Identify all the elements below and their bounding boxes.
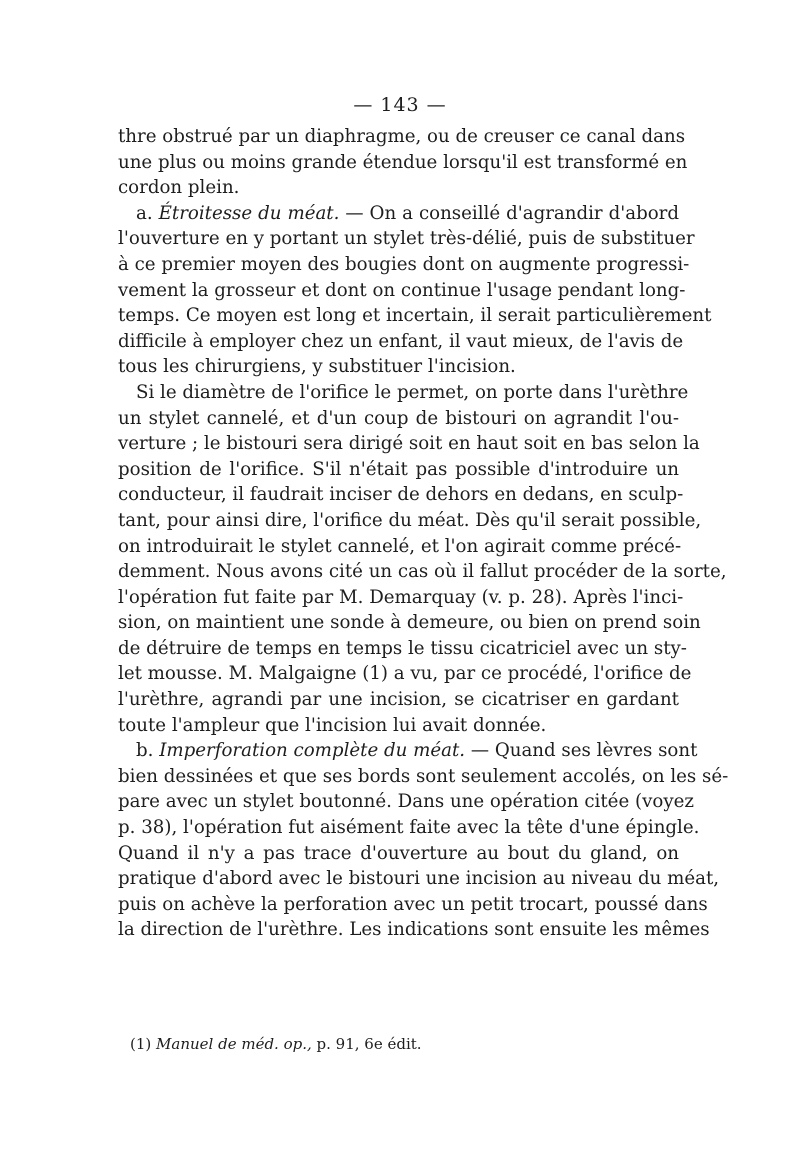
section-a-heading-line <box>118 201 679 227</box>
body-text <box>118 124 729 943</box>
text-line: Quand il n'y a pas trace d'ouverture au bout du gland, on <box>118 842 679 864</box>
text-line: à ce premier moyen des bougies dont on augmente progressi- <box>118 253 690 275</box>
text-line: difficile à employer chez un enfant, il vaut mieux, de l'avis de <box>118 330 684 352</box>
section-b-label: b. <box>136 740 160 762</box>
section-a-label: a. <box>136 202 159 224</box>
text-line: p. 38), l'opération fut aisément faite avec la tête d'une épingle. <box>118 817 700 839</box>
text-line: une plus ou moins grande étendue lorsqu'il est transformé en <box>118 151 688 173</box>
section-b-heading-line <box>118 738 698 764</box>
text-line: l'urèthre, agrandi par une incision, se cicatriser en gardant <box>118 689 679 711</box>
text-line: on introduirait le stylet cannelé, et l'on agirait comme précé- <box>118 535 682 557</box>
text-line: sion, on maintient une sonde à demeure, ou bien on prend soin <box>118 612 701 634</box>
text-line: position de l'orifice. S'il n'était pas possible d'introduire un <box>118 458 679 480</box>
text-line: l'ouverture en y portant un stylet très-délié, puis de substituer <box>118 228 695 250</box>
text-line: conducteur, il faudrait inciser de dehors en dedans, en sculp- <box>118 484 684 506</box>
text-line: demment. Nous avons cité un cas où il fallut procéder de la sorte, <box>118 561 727 583</box>
footnote-reference: p. 91, 6e édit. <box>316 1035 422 1053</box>
text-line: de détruire de temps en temps le tissu cicatriciel avec un sty- <box>118 637 687 659</box>
text-line: puis on achève la perforation avec un petit trocart, poussé dans <box>118 893 708 915</box>
section-b-title: Imperforation complète du méat. <box>159 740 466 762</box>
section-b-lead: — Quand ses lèvres sont <box>465 740 698 762</box>
footnote-number: (1) <box>130 1035 152 1053</box>
text-line: toute l'ampleur que l'incision lui avait donnée. <box>118 714 547 736</box>
text-line: thre obstrué par un diaphragme, ou de creuser ce canal dans <box>118 126 686 147</box>
text-line: un stylet cannelé, et d'un coup de bistouri on agrandit l'ou- <box>118 407 679 429</box>
text-line: tous les chirurgiens, y substituer l'incision. <box>118 356 516 378</box>
text-line: pratique d'abord avec le bistouri une incision au niveau du méat, <box>118 868 720 890</box>
text-line: l'opération fut faite par M. Demarquay (v. p. 28). Après l'inci- <box>118 586 684 608</box>
section-a-lead: — On a conseillé d'agrandir d'abord <box>339 202 680 224</box>
text-line: Si le diamètre de l'orifice le permet, on porte dans l'urèthre <box>136 381 689 403</box>
text-line: la direction de l'urèthre. Les indications sont ensuite les mêmes <box>118 919 710 941</box>
footnote-source: Manuel de méd. op., <box>156 1035 312 1053</box>
text-line: verture ; le bistouri sera dirigé soit en haut soit en bas selon la <box>118 433 700 455</box>
text-line: pare avec un stylet boutonné. Dans une opération citée (voyez <box>118 791 694 813</box>
text-line: vement la grosseur et dont on continue l'usage pendant long- <box>118 279 686 301</box>
text-line: cordon plein. <box>118 177 240 199</box>
text-line: tant, pour ainsi dire, l'orifice du méat. Dès qu'il serait possible, <box>118 509 702 531</box>
page-number-header: — 143 — <box>353 94 447 116</box>
text-line: temps. Ce moyen est long et incertain, il serait particulièrement <box>118 305 712 327</box>
section-a-title: Étroitesse du méat. <box>158 202 340 224</box>
text-line: let mousse. M. Malgaigne (1) a vu, par ce procédé, l'orifice de <box>118 663 692 685</box>
footnote <box>130 1035 422 1053</box>
text-line: bien dessinées et que ses bords sont seulement accolés, on les sé- <box>118 765 729 787</box>
